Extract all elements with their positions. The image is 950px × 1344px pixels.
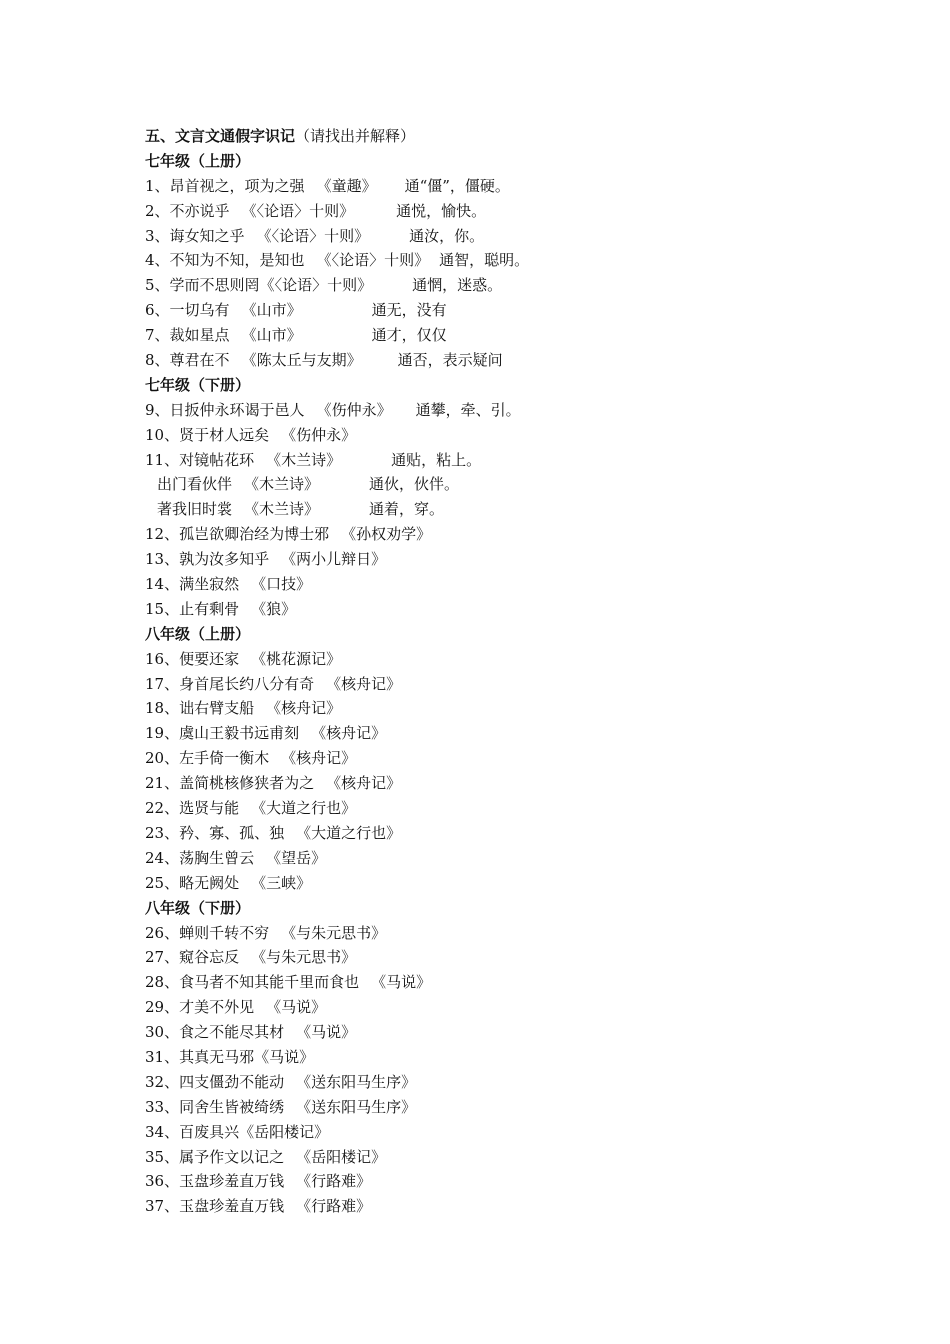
list-item <box>145 423 905 448</box>
list-item <box>145 1194 905 1219</box>
list-item <box>145 174 905 199</box>
item-text: 其真无马邪 <box>179 1047 255 1066</box>
item-text: 身首尾长约八分有奇 <box>179 674 315 693</box>
item-text: 属予作文以记之 <box>179 1147 285 1166</box>
item-source: 《岳阳楼记》 <box>239 1122 330 1141</box>
item-text: 略无阙处 <box>179 873 240 892</box>
item-number: 11、 <box>145 450 180 469</box>
list-item <box>145 547 905 572</box>
item-source: 《陈太丘与友期》 <box>241 351 362 370</box>
item-text: 日扳仲永环谒于邑人 <box>169 400 305 419</box>
item-number: 33、 <box>145 1097 180 1116</box>
list-item <box>145 1169 905 1194</box>
item-note: 通无，没有 <box>371 301 447 320</box>
list-item <box>145 1020 905 1045</box>
item-number: 8、 <box>145 351 170 370</box>
item-source: 《岳阳楼记》 <box>296 1147 387 1166</box>
item-source: 《木兰诗》 <box>266 450 342 469</box>
item-source: 《〈论语〉十则》 <box>316 251 430 270</box>
item-number: 9、 <box>145 400 170 419</box>
item-source: 《核舟记》 <box>311 724 387 743</box>
list-item <box>145 995 905 1020</box>
item-text: 不知为不知，是知也 <box>169 251 305 270</box>
item-text: 裁如星点 <box>169 326 230 345</box>
list-item <box>145 1095 905 1120</box>
item-text: 诎右臂支船 <box>179 699 255 718</box>
item-text: 著我旧时裳 <box>157 500 233 519</box>
item-text: 出门看伙伴 <box>157 475 233 494</box>
list-item <box>145 572 905 597</box>
item-text: 选贤与能 <box>179 799 240 818</box>
item-source: 《口技》 <box>251 575 312 594</box>
list-item <box>145 248 905 273</box>
item-source: 《伤仲永》 <box>316 400 392 419</box>
item-number: 35、 <box>145 1147 180 1166</box>
list-item <box>145 796 905 821</box>
item-number: 31、 <box>145 1047 180 1066</box>
item-source: 《核舟记》 <box>326 674 402 693</box>
item-source: 《马说》 <box>296 1023 357 1042</box>
item-text: 不亦说乎 <box>169 201 230 220</box>
item-text: 贤于材人远矣 <box>179 425 270 444</box>
item-number: 2、 <box>145 201 170 220</box>
item-text: 孤岂欲卿治经为博士邪 <box>179 525 330 544</box>
list-item <box>145 871 905 896</box>
item-source: 《两小儿辩日》 <box>281 550 387 569</box>
item-number: 16、 <box>145 649 180 668</box>
item-text: 左手倚一衡木 <box>179 749 270 768</box>
item-text: 止有剩骨 <box>179 599 240 618</box>
item-number: 3、 <box>145 226 170 245</box>
list-item <box>145 945 905 970</box>
list-item <box>145 224 905 249</box>
item-source: 《木兰诗》 <box>244 500 320 519</box>
item-text: 荡胸生曾云 <box>179 848 255 867</box>
item-text: 一切乌有 <box>169 301 230 320</box>
item-note: 通才，仅仅 <box>371 326 447 345</box>
title-main: 五、文言文通假字识记 <box>145 127 296 145</box>
item-number: 24、 <box>145 848 180 867</box>
item-note: 通否，表示疑问 <box>397 351 503 370</box>
item-number: 32、 <box>145 1072 180 1091</box>
item-note: 通汝，你。 <box>409 226 485 245</box>
item-source: 《核舟记》 <box>326 774 402 793</box>
list-item <box>145 323 905 348</box>
list-item <box>145 298 905 323</box>
item-text: 盖简桃核修狭者为之 <box>179 774 315 793</box>
item-source: 《大道之行也》 <box>251 799 357 818</box>
item-number: 20、 <box>145 749 180 768</box>
item-text: 食马者不知其能千里而食也 <box>179 973 360 992</box>
item-source: 《伤仲永》 <box>281 425 357 444</box>
item-text: 玉盘珍羞直万钱 <box>179 1172 285 1191</box>
section-heading: 七年级（下册） <box>145 375 251 394</box>
item-number: 19、 <box>145 724 180 743</box>
item-source: 《狼》 <box>251 599 297 618</box>
list-item <box>145 696 905 721</box>
item-text: 学而不思则罔 <box>169 276 260 295</box>
item-number: 4、 <box>145 251 170 270</box>
item-text: 百废具兴 <box>179 1122 240 1141</box>
item-number: 30、 <box>145 1023 180 1042</box>
list-item <box>145 398 905 423</box>
item-note: 通“僵”，僵硬。 <box>404 176 510 195</box>
item-number: 17、 <box>145 674 180 693</box>
item-source: 《桃花源记》 <box>251 649 342 668</box>
document-title <box>145 124 905 149</box>
item-note: 通攀，牵、引。 <box>415 400 521 419</box>
list-item <box>145 1070 905 1095</box>
item-source: 《大道之行也》 <box>296 823 402 842</box>
item-text: 四支僵劲不能动 <box>179 1072 285 1091</box>
item-number: 36、 <box>145 1172 180 1191</box>
list-item <box>145 199 905 224</box>
list-item <box>145 821 905 846</box>
item-number: 13、 <box>145 550 180 569</box>
item-text: 尊君在不 <box>169 351 230 370</box>
item-text: 才美不外见 <box>179 998 255 1017</box>
item-number: 7、 <box>145 326 170 345</box>
item-source: 《山市》 <box>241 326 302 345</box>
item-number: 29、 <box>145 998 180 1017</box>
item-number: 27、 <box>145 948 180 967</box>
section-heading: 七年级（上册） <box>145 151 251 170</box>
list-item <box>145 497 905 522</box>
item-text: 孰为汝多知乎 <box>179 550 270 569</box>
item-text: 矜、寡、孤、独 <box>179 823 285 842</box>
item-source: 《马说》 <box>371 973 432 992</box>
item-text: 诲女知之乎 <box>169 226 245 245</box>
item-text: 蝉则千转不穷 <box>179 923 270 942</box>
item-number: 6、 <box>145 301 170 320</box>
item-number: 18、 <box>145 699 180 718</box>
item-source: 《山市》 <box>241 301 302 320</box>
item-number: 14、 <box>145 575 180 594</box>
item-number: 23、 <box>145 823 180 842</box>
sections <box>145 149 905 1219</box>
item-note: 通伙，伙伴。 <box>369 475 460 494</box>
item-note: 通贴，粘上。 <box>391 450 482 469</box>
item-source: 《送东阳马生序》 <box>296 1097 417 1116</box>
item-number: 25、 <box>145 873 180 892</box>
item-number: 10、 <box>145 425 180 444</box>
item-source: 《行路难》 <box>296 1197 372 1216</box>
list-item <box>145 1145 905 1170</box>
item-source: 《木兰诗》 <box>244 475 320 494</box>
item-text: 便要还家 <box>179 649 240 668</box>
item-number: 12、 <box>145 525 180 544</box>
list-item <box>145 348 905 373</box>
item-text: 同舍生皆被绮绣 <box>179 1097 285 1116</box>
item-source: 《〈论语〉十则》 <box>256 226 370 245</box>
item-source: 《送东阳马生序》 <box>296 1072 417 1091</box>
item-source: 《〈论语〉十则》 <box>259 276 373 295</box>
item-source: 《童趣》 <box>316 176 377 195</box>
list-item <box>145 771 905 796</box>
item-text: 满坐寂然 <box>179 575 240 594</box>
item-number: 5、 <box>145 276 170 295</box>
item-number: 34、 <box>145 1122 180 1141</box>
list-item <box>145 1120 905 1145</box>
item-source: 《三峡》 <box>251 873 312 892</box>
item-source: 《核舟记》 <box>266 699 342 718</box>
list-item <box>145 597 905 622</box>
item-source: 《核舟记》 <box>281 749 357 768</box>
item-number: 26、 <box>145 923 180 942</box>
item-text: 昂首视之，项为之强 <box>169 176 305 195</box>
item-text: 食之不能尽其材 <box>179 1023 285 1042</box>
item-number: 28、 <box>145 973 180 992</box>
list-item <box>145 921 905 946</box>
item-text: 对镜帖花环 <box>179 450 255 469</box>
list-item <box>145 448 905 473</box>
section-heading: 八年级（上册） <box>145 624 251 643</box>
item-source: 《孙权劝学》 <box>341 525 432 544</box>
item-note: 通悦，愉快。 <box>396 201 487 220</box>
list-item <box>145 522 905 547</box>
item-number: 1、 <box>145 176 170 195</box>
item-number: 22、 <box>145 799 180 818</box>
item-number: 21、 <box>145 774 180 793</box>
list-item <box>145 472 905 497</box>
item-source: 《马说》 <box>254 1047 315 1066</box>
list-item <box>145 746 905 771</box>
section-heading: 八年级（下册） <box>145 898 251 917</box>
title-note: （请找出并解释） <box>295 127 416 145</box>
item-number: 37、 <box>145 1197 180 1216</box>
item-source: 《〈论语〉十则》 <box>241 201 355 220</box>
list-item <box>145 647 905 672</box>
item-source: 《行路难》 <box>296 1172 372 1191</box>
list-item <box>145 721 905 746</box>
item-note: 通智，聪明。 <box>439 251 530 270</box>
item-text: 玉盘珍羞直万钱 <box>179 1197 285 1216</box>
item-text: 虞山王毅书远甫刻 <box>179 724 300 743</box>
list-item <box>145 1045 905 1070</box>
document-body <box>145 124 905 1219</box>
item-source: 《马说》 <box>266 998 327 1017</box>
item-source: 《望岳》 <box>266 848 327 867</box>
list-item <box>145 672 905 697</box>
list-item <box>145 273 905 298</box>
list-item <box>145 846 905 871</box>
item-note: 通着，穿。 <box>369 500 445 519</box>
list-item <box>145 970 905 995</box>
item-text: 窥谷忘反 <box>179 948 240 967</box>
item-source: 《与朱元思书》 <box>281 923 387 942</box>
item-source: 《与朱元思书》 <box>251 948 357 967</box>
item-number: 15、 <box>145 599 180 618</box>
item-note: 通惘，迷惑。 <box>412 276 503 295</box>
